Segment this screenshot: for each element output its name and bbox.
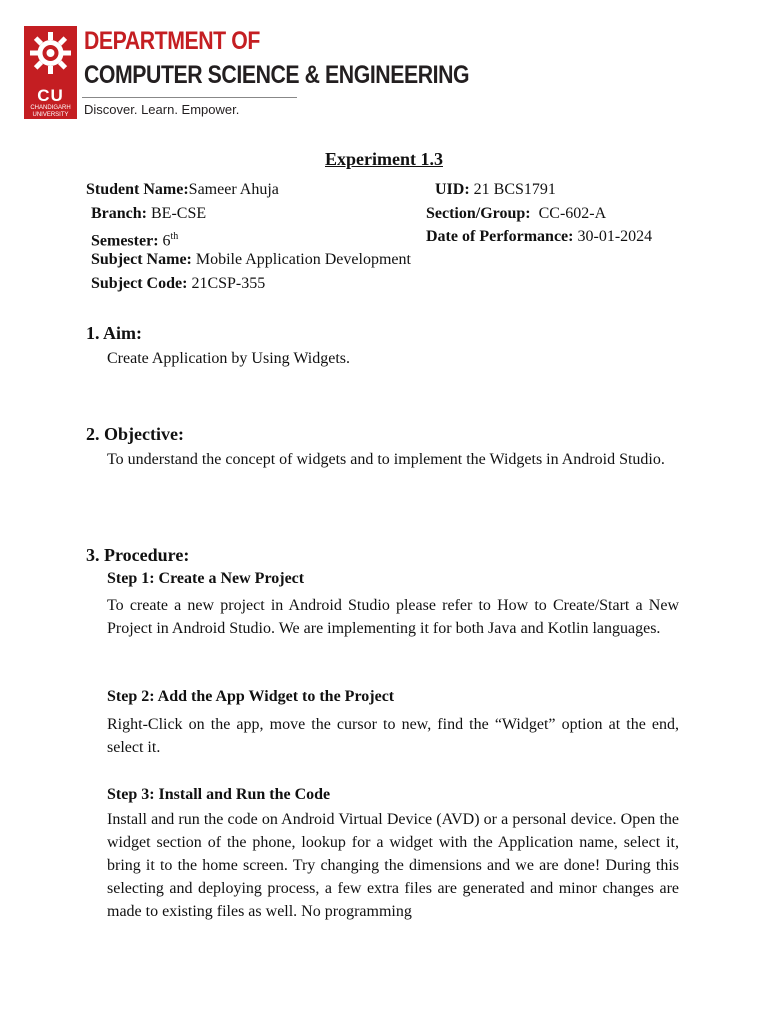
student-name-value: Sameer Ahuja xyxy=(188,181,279,198)
step-1-text: To create a new project in Android Studio please refer to How to Create/Start a New Project in Android Studio. We are implementing it for both Java and Kotlin languages. xyxy=(107,597,679,637)
step-2-title: Step 2: Add the App Widget to the Project xyxy=(107,688,395,705)
logo-university-name: CHANDIGARH UNIVERSITY xyxy=(30,105,71,118)
branch-row xyxy=(91,204,206,224)
uid-label: UID: xyxy=(435,181,470,198)
gear-emblem-icon xyxy=(24,26,77,86)
step-3-text: Install and run the code on Android Virtual Device (AVD) or a personal device. Open the widget section of the phone, lookup for a widget with the Application name, select it, bring it to the home screen. Try changing the dimensions and we are done! During this selecting and deploying process, a few extra files are generated and minor changes are made to existing files as well. No programming xyxy=(107,811,679,920)
step-2-text: Right-Click on the app, move the cursor to new, find the “Widget” option at the end, select it. xyxy=(107,716,679,756)
objective-heading: 2. Objective: xyxy=(86,424,184,444)
header-divider xyxy=(82,97,297,98)
objective-text: To understand the concept of widgets and to implement the Widgets in Android Studio. xyxy=(107,451,665,468)
tagline: Discover. Learn. Empower. xyxy=(84,102,240,117)
semester-superscript: th xyxy=(170,231,179,242)
semester-row xyxy=(91,227,178,251)
experiment-title: Experiment 1.3 xyxy=(325,149,443,169)
procedure-heading: 3. Procedure: xyxy=(86,545,190,565)
date-of-performance-value: 30-01-2024 xyxy=(577,228,653,245)
section-row xyxy=(426,204,606,224)
uid-row xyxy=(435,180,556,200)
aim-text: Create Application by Using Widgets. xyxy=(107,350,351,367)
university-logo xyxy=(24,26,77,119)
subject-code-value: 21CSP-355 xyxy=(191,275,266,292)
student-name-row xyxy=(86,180,279,200)
branch-label: Branch: xyxy=(91,205,147,222)
logo-initials: CU xyxy=(37,86,64,105)
aim-heading: 1. Aim: xyxy=(86,323,142,343)
subject-name-row xyxy=(91,250,411,270)
semester-value: 6 xyxy=(162,232,171,250)
step-3-title: Step 3: Install and Run the Code xyxy=(107,786,331,803)
department-title-line2: COMPUTER SCIENCE & ENGINEERING xyxy=(84,61,470,89)
uid-value: 21 BCS1791 xyxy=(473,181,556,198)
date-of-performance-row xyxy=(426,227,652,247)
subject-code-label: Subject Code: xyxy=(91,275,188,292)
department-title-line1: DEPARTMENT OF xyxy=(84,27,260,55)
step-1-title: Step 1: Create a New Project xyxy=(107,570,305,587)
student-name-label: Student Name: xyxy=(86,181,189,198)
subject-name-label: Subject Name: xyxy=(91,251,192,268)
subject-name-value: Mobile Application Development xyxy=(195,251,411,268)
section-value: CC-602-A xyxy=(538,205,607,222)
date-of-performance-label: Date of Performance: xyxy=(426,228,574,245)
subject-code-row xyxy=(91,274,265,294)
branch-value: BE-CSE xyxy=(151,205,207,222)
semester-label: Semester: xyxy=(91,232,159,250)
section-label: Section/Group: xyxy=(426,205,531,222)
